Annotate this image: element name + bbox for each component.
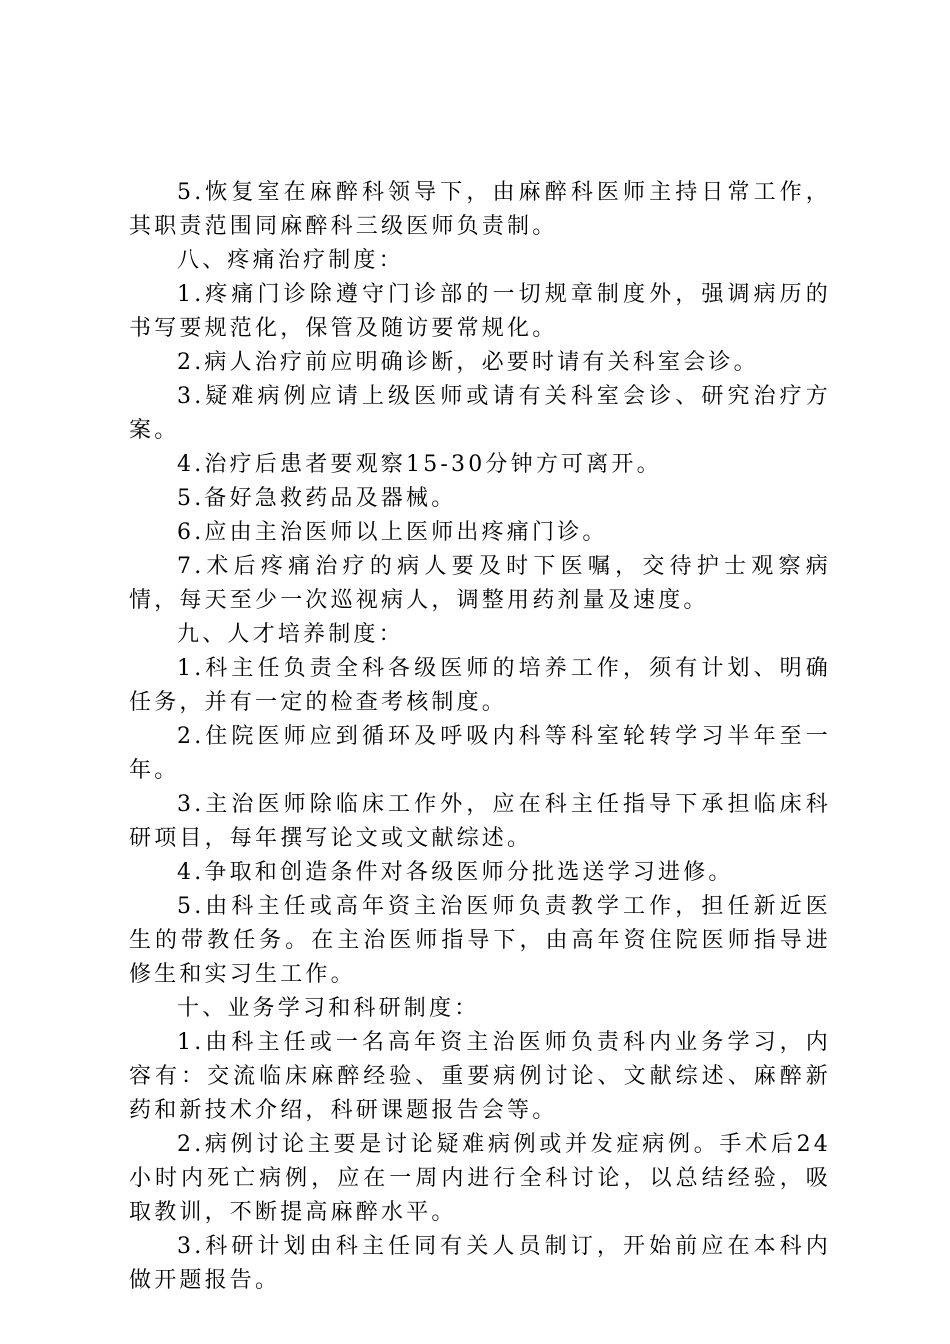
paragraph-item: 3.主治医师除临床工作外，应在科主任指导下承担临床科研项目，每年撰写论文或文献综述。	[129, 792, 831, 851]
paragraph-item: 1.疼痛门诊除遵守门诊部的一切规章制度外，强调病历的书写要规范化，保管及随访要常规化。	[129, 282, 831, 341]
paragraph-item: 4.争取和创造条件对各级医师分批选送学习进修。	[177, 860, 734, 885]
paragraph-item: 3.疑难病例应请上级医师或请有关科室会诊、研究治疗方案。	[129, 384, 831, 443]
document-page	[129, 176, 831, 1298]
paragraph-item: 4.治疗后患者要观察15-30分钟方可离开。	[177, 452, 662, 477]
paragraph-item: 7.术后疼痛治疗的病人要及时下医嘱，交待护士观察病情，每天至少一次巡视病人，调整用药剂量及速度。	[129, 554, 831, 613]
paragraph-recovery-room: 5.恢复室在麻醉科领导下，由麻醉科医师主持日常工作，其职责范围同麻醉科三级医师负责制。	[129, 180, 831, 239]
paragraph-item: 3.科研计划由科主任同有关人员制订，开始前应在本科内做开题报告。	[129, 1234, 831, 1293]
paragraph-item: 1.科主任负责全科各级医师的培养工作，须有计划、明确任务，并有一定的检查考核制度。	[129, 656, 831, 715]
section-heading-pain-treatment: 八、疼痛治疗制度：	[177, 248, 404, 273]
paragraph-item: 5.备好急救药品及器械。	[177, 486, 457, 511]
paragraph-item: 1.由科主任或一名高年资主治医师负责科内业务学习，内容有：交流临床麻醉经验、重要病例讨论、文献综述、麻醉新药和新技术介绍，科研课题报告会等。	[129, 1030, 831, 1123]
paragraph-item: 5.由科主任或高年资主治医师负责教学工作，担任新近医生的带教任务。在主治医师指导下，由高年资住院医师指导进修生和实习生工作。	[129, 894, 831, 987]
paragraph-item: 2.病人治疗前应明确诊断，必要时请有关科室会诊。	[177, 350, 759, 375]
section-heading-talent-training: 九、人才培养制度：	[177, 622, 404, 647]
section-heading-study-research: 十、业务学习和科研制度：	[177, 996, 480, 1021]
paragraph-item: 2.病例讨论主要是讨论疑难病例或并发症病例。手术后24小时内死亡病例，应在一周内进行全科讨论，以总结经验，吸取教训，不断提高麻醉水平。	[129, 1132, 831, 1225]
paragraph-item: 2.住院医师应到循环及呼吸内科等科室轮转学习半年至一年。	[129, 724, 831, 783]
paragraph-item: 6.应由主治医师以上医师出疼痛门诊。	[177, 520, 608, 545]
